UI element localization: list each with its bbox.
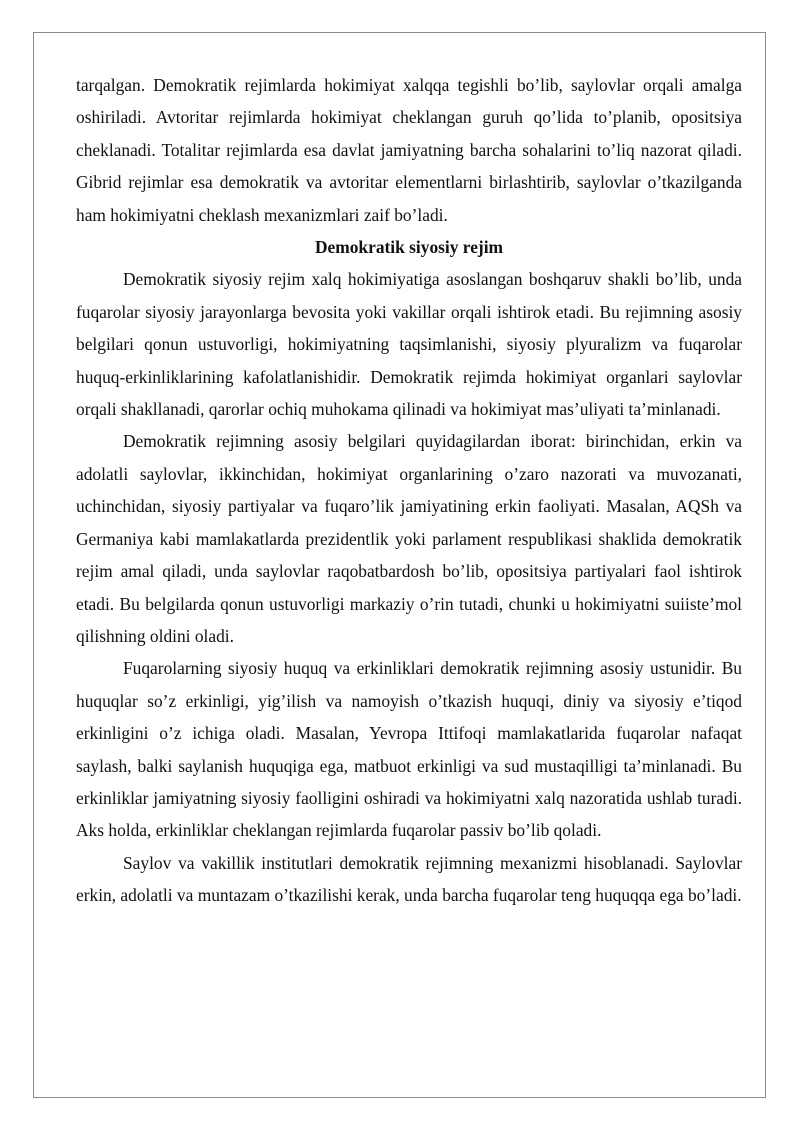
paragraph-4: Saylov va vakillik institutlari demokratik rejimning mexanizmi hisoblanadi. Saylovlar erkin, adolatli va muntazam o’tkazilishi kerak, unda barcha fuqarolar teng huquqqa ega bo’ladi.: [76, 852, 742, 906]
paragraph-continuation: tarqalgan. Demokratik rejimlarda hokimiyat xalqqa tegishli bo’lib, saylovlar orqali amalga oshiriladi. Avtoritar rejimlarda hokimiyat cheklangan guruh qo’lida to’planib, opositsiya cheklanadi. Totalitar rejimlarda esa davlat jamiyatning barcha sohalarini to’liq nazorat qiladi. Gibrid rejimlar esa demokratik va avtoritar elementlarni birlashtirib, saylovlar o’tkazilganda ham hokimiyatni cheklash mexanizmlari zaif bo’ladi.: [76, 75, 742, 225]
paragraph-1: Demokratik siyosiy rejim xalq hokimiyatiga asoslangan boshqaruv shakli bo’lib, unda fuqarolar siyosiy jarayonlarga bevosita yoki vakillar orqali ishtirok etadi. Bu rejimning asosiy belgilari qonun ustuvorligi, hokimiyatning taqsimlanishi, siyosiy plyuralizm va fuqarolar huquq-erkinliklarining kafolatlanishidir. Demokratik rejimda hokimiyat organlari saylovlar orqali shakllanadi, qarorlar ochiq muhokama qilinadi va hokimiyat mas’uliyati ta’minlanadi.: [76, 269, 742, 420]
document-body: [76, 69, 742, 912]
section-heading: Demokratik siyosiy rejim: [314, 237, 504, 258]
paragraph-3: Fuqarolarning siyosiy huquq va erkinliklari demokratik rejimning asosiy ustunidir. Bu huquqlar so’z erkinligi, yig’ilish va namoyish o’tkazish huquqi, diniy va siyosiy e’tiqod erkinligini o’z ichiga oladi. Masalan, Yevropa Ittifoqi mamlakatlarida fuqarolar nafaqat saylash, balki saylanish huquqiga ega, matbuot erkinligi va sud mustaqilligi ta’minlanadi. Bu erkinliklar jamiyatning siyosiy faolligini oshiradi va hokimiyatni xalq nazoratida ushlab turadi. Aks holda, erkinliklar cheklangan rejimlarda fuqarolar passiv bo’lib qoladi.: [76, 658, 742, 841]
paragraph-2: Demokratik rejimning asosiy belgilari quyidagilardan iborat: birinchidan, erkin va adolatli saylovlar, ikkinchidan, hokimiyat organlarining o’zaro nazorati va muvozanati, uchinchidan, siyosiy partiyalar va fuqaro’lik jamiyatining erkin faoliyati. Masalan, AQSh va Germaniya kabi mamlakatlarda prezidentlik yoki parlament respublikasi shaklida demokratik rejim amal qiladi, unda saylovlar raqobatbardosh bo’lib, opositsiya partiyalari faol ishtirok etadi. Bu belgilarda qonun ustuvorligi markaziy o’rin tutadi, chunki u hokimiyatni suiiste’mol qilishning oldini oladi.: [76, 431, 742, 646]
